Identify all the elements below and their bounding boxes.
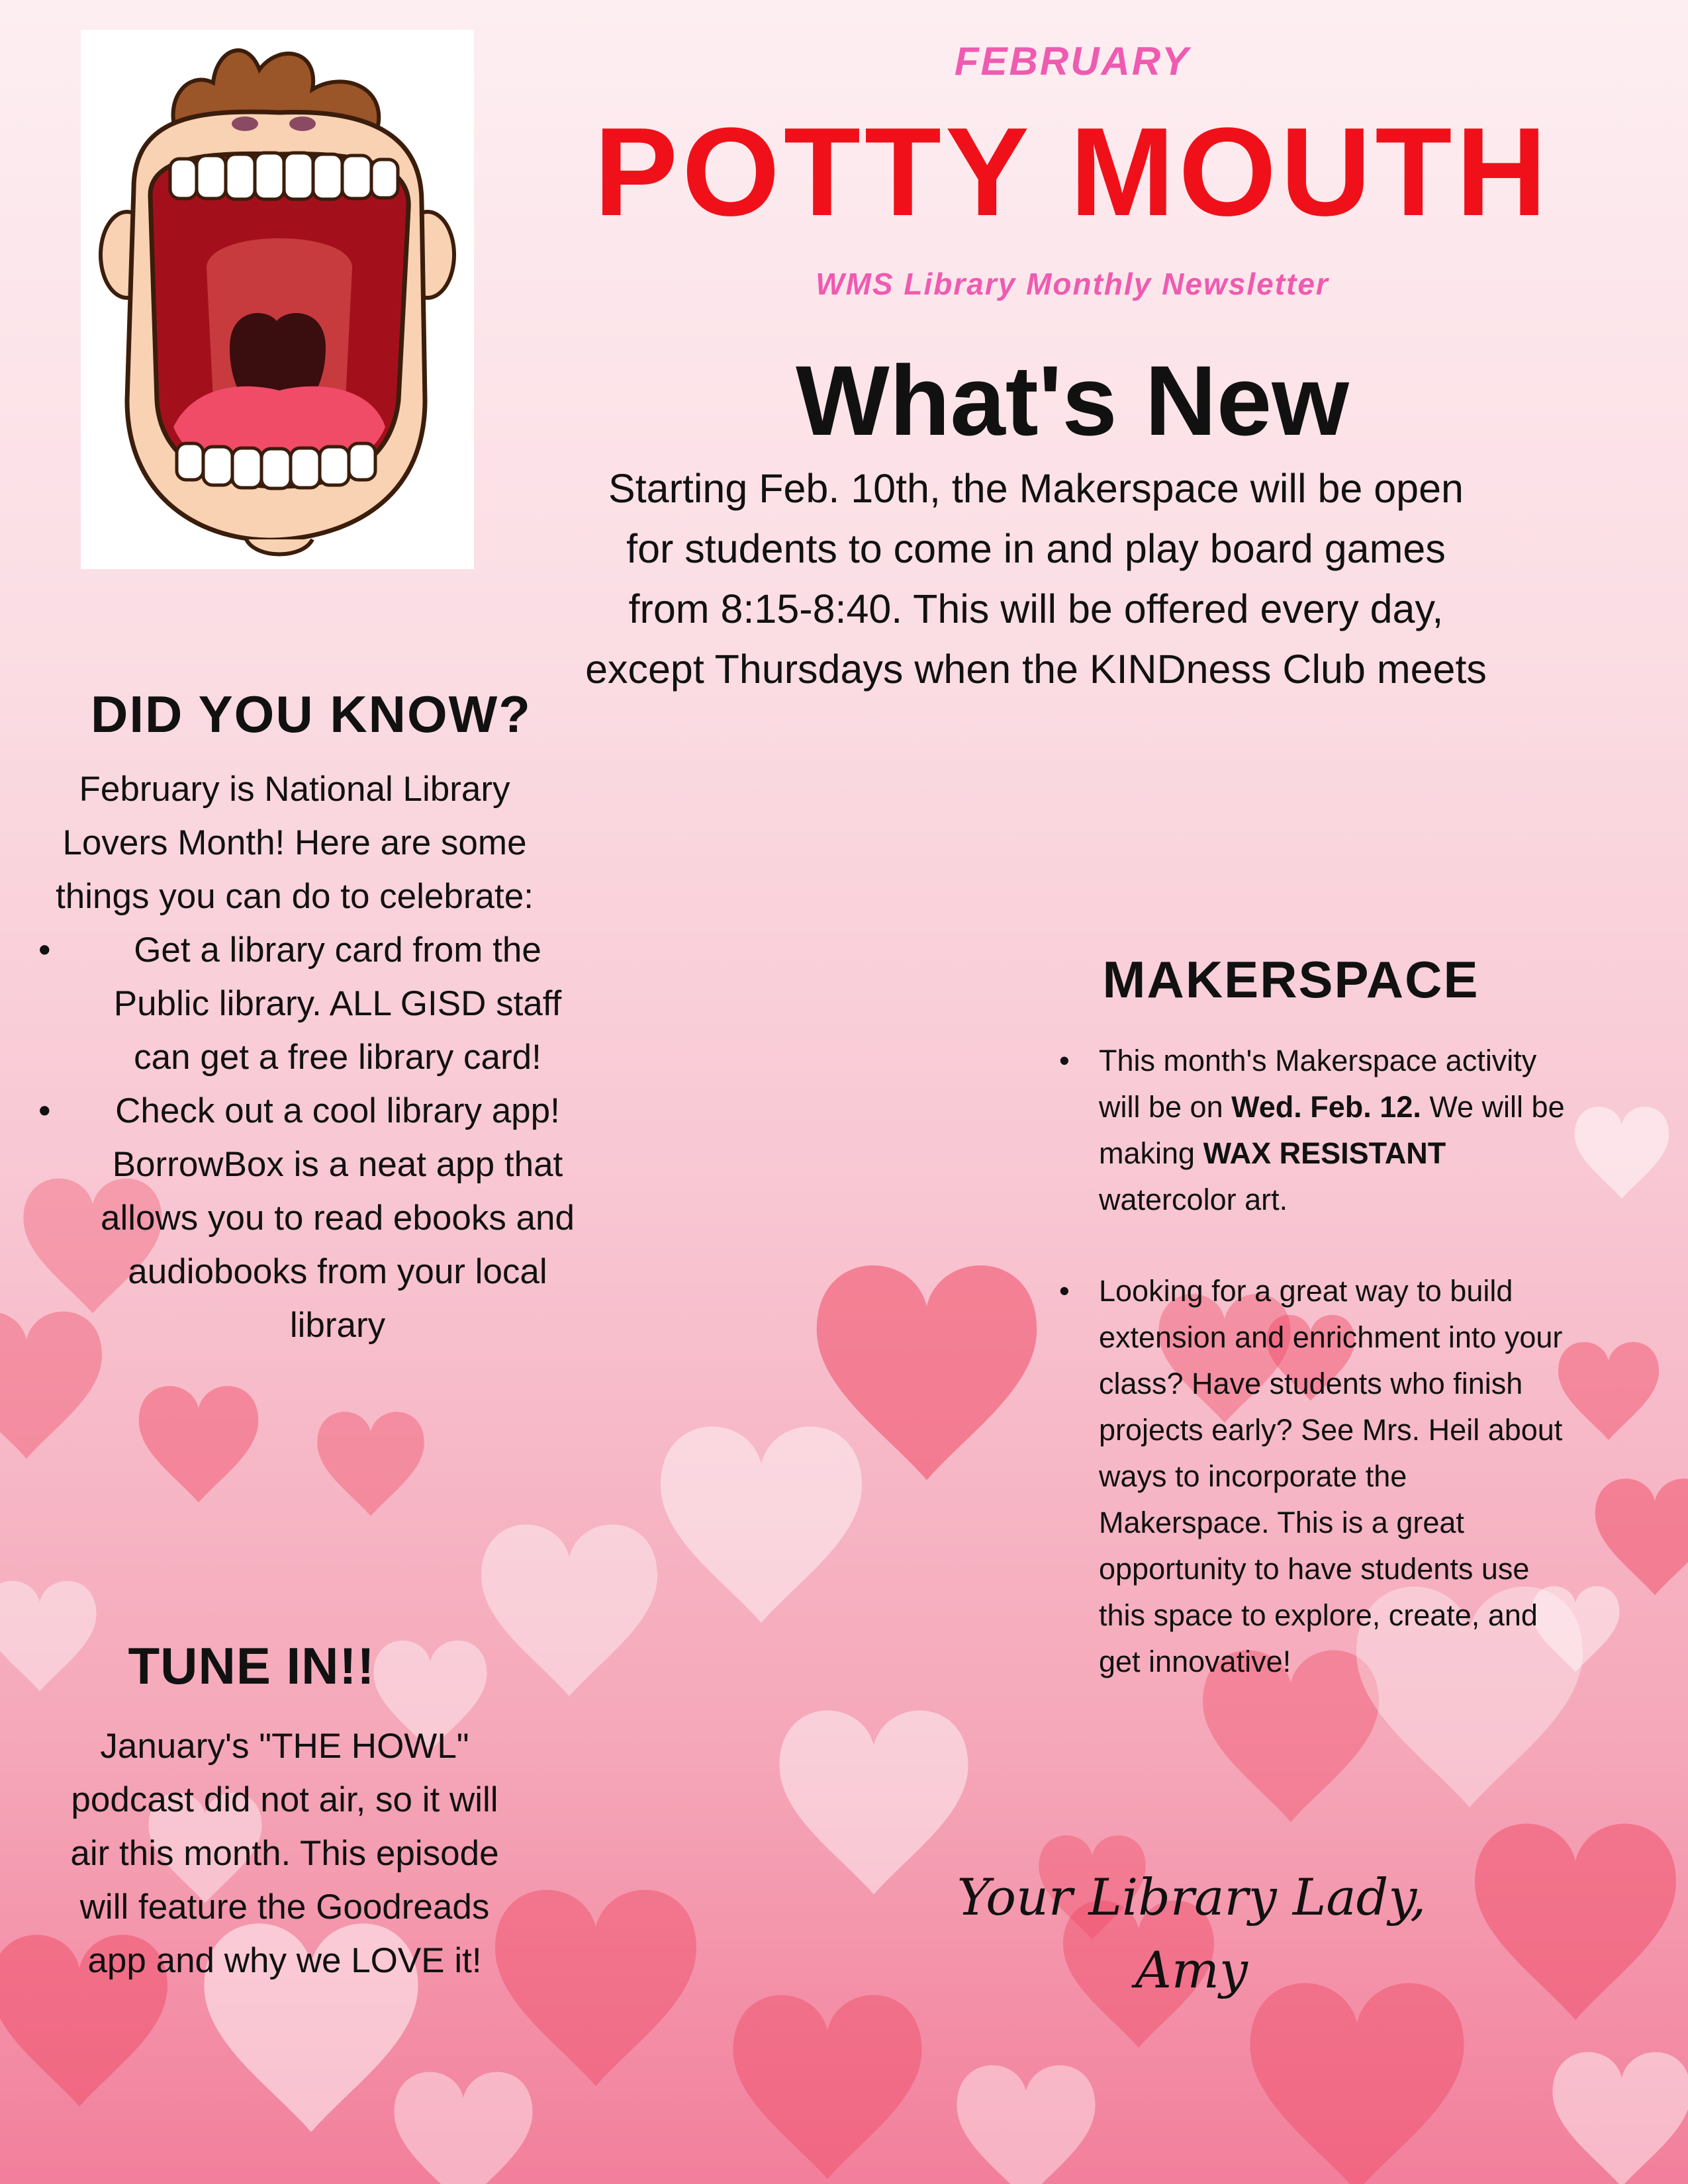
- did-you-know-intro: February is National Library Lovers Month! Here are some things you can do to celebrate:: [56, 770, 534, 916]
- newsletter-subtitle: WMS Library Monthly Newsletter: [816, 267, 1329, 301]
- whats-new-heading: What's New: [796, 345, 1349, 456]
- bullet-icon: •: [1059, 1044, 1070, 1077]
- makerspace-list: [1059, 1038, 1569, 1685]
- newsletter-month: FEBRUARY: [954, 39, 1191, 83]
- whats-new-body: Starting Feb. 10th, the Makerspace will be open for students to come in and play board games from 8:15-8:40. This will be offered every day, except Thursdays when the KINDness Club meets: [585, 466, 1487, 692]
- did-you-know-heading: DID YOU KNOW?: [91, 685, 532, 743]
- bullet-icon: •: [1059, 1274, 1070, 1308]
- list-item: [26, 923, 589, 1084]
- list-item-text: Check out a cool library app! BorrowBox is a neat app that allows you to read ebooks and audiobooks from your local library: [101, 1091, 575, 1345]
- list-item: [26, 1084, 589, 1352]
- mascot-open-mouth-icon: [81, 30, 474, 569]
- activity-technique: WAX RESISTANT: [1203, 1136, 1446, 1170]
- activity-date: Wed. Feb. 12.: [1231, 1090, 1421, 1124]
- did-you-know-list: [26, 923, 589, 1352]
- list-item-text: Get a library card from the Public library. ALL GISD staff can get a free library card!: [113, 931, 562, 1077]
- makerspace-item-text: This month's Makerspace activity will be on Wed. Feb. 12. We will be making WAX RESISTANT watercolor art.: [1099, 1044, 1565, 1216]
- bullet-icon: •: [38, 1091, 51, 1130]
- list-item: [1059, 1268, 1569, 1685]
- signature-line: Your Library Lady,: [957, 1868, 1427, 1927]
- signature: [927, 1861, 1456, 2007]
- makerspace-heading: MAKERSPACE: [1102, 950, 1479, 1009]
- makerspace-item-text: Looking for a great way to build extension and enrichment into your class? Have students who finish projects early? See Mrs. Heil about ways to incorporate the Makerspace. This is a great opportunity to have students use this space to explore, create, and get innovative!: [1099, 1274, 1563, 1678]
- bullet-icon: •: [38, 931, 51, 970]
- tune-in-body: January's "THE HOWL" podcast did not air, so it will air this month. This episode will feature the Goodreads app and why we LOVE it!: [70, 1727, 499, 1980]
- signature-name: Amy: [1135, 1940, 1248, 1999]
- newsletter-title: POTTY MOUTH: [594, 102, 1551, 242]
- tune-in-heading: TUNE IN!!: [128, 1637, 375, 1695]
- list-item: [1059, 1038, 1569, 1223]
